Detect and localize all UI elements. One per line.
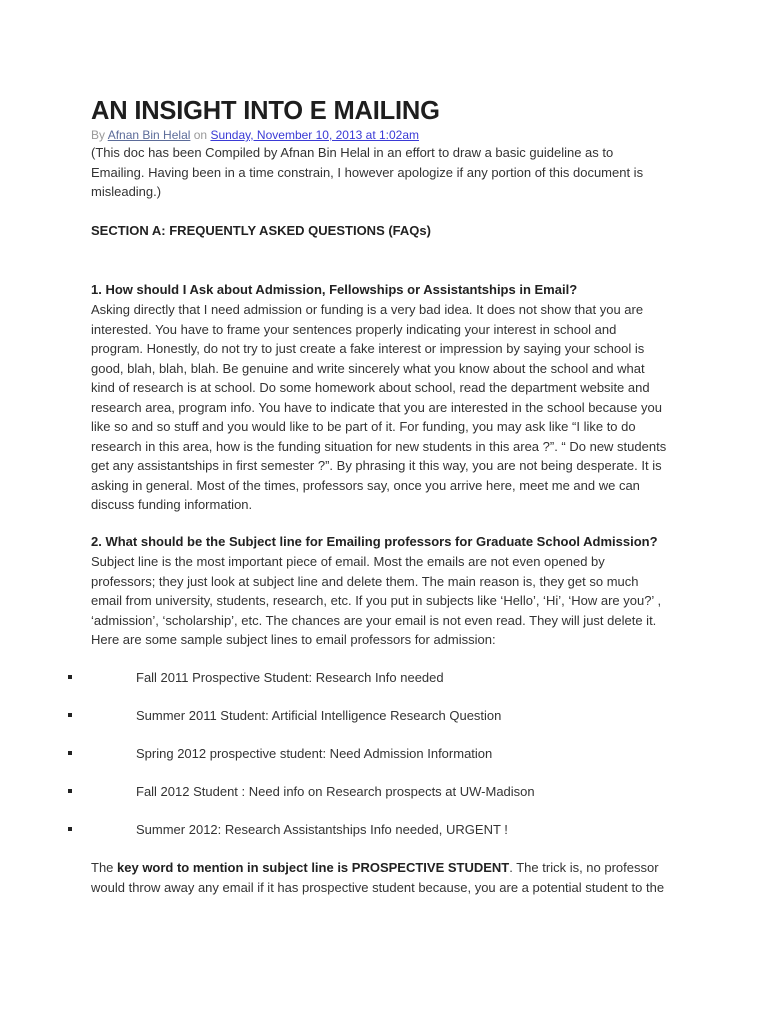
answer-line: asking in general. Most of the times, professors say, once you arrive here, meet me and we can — [91, 477, 640, 493]
answer-line: Here are some sample subject lines to email professors for admission: — [91, 632, 496, 647]
question-1-heading: 1. How should I Ask about Admission, Fellowships or Assistantships in Email? — [91, 282, 578, 297]
intro-paragraph — [91, 143, 643, 202]
answer-line: professors; they just look at subject line and delete them. The main reason is, they get so much — [91, 573, 639, 589]
answer-line: kind of research is at school. Do some homework about school, read the department website and — [91, 380, 650, 395]
keyword-line — [91, 858, 664, 878]
list-item-text: Spring 2012 prospective student: Need Admission Information — [136, 746, 493, 761]
answer-line: research in this area, how is the funding situation for new students in this area ?”. “ Do new students — [91, 438, 667, 454]
document-title: AN INSIGHT INTO E MAILING — [91, 97, 440, 125]
answer-line: Subject line is the most important piece of email. Most the emails are not even opened by — [91, 554, 605, 569]
answer-line: good, blah, blah, blah. Be genuine and write sincerely what you know about the school and what — [91, 360, 645, 376]
answer-line: Asking directly that I need admission or funding is a very bad idea. It does not show that you are — [91, 302, 644, 317]
author-link[interactable]: Afnan Bin Helal — [107, 128, 191, 142]
list-item-text: Fall 2011 Prospective Student: Research Info needed — [136, 670, 444, 685]
square-bullet-icon — [68, 751, 72, 755]
answer-line: interested. You have to frame your sentences properly indicating your interest in school and — [91, 321, 617, 337]
keyword-lead: The — [91, 860, 118, 875]
list-item-text: Fall 2012 Student : Need info on Research prospects at UW-Madison — [136, 784, 535, 799]
square-bullet-icon — [68, 675, 72, 679]
square-bullet-icon — [68, 827, 72, 831]
intro-line: (This doc has been Compiled by Afnan Bin Helal in an effort to draw a basic guideline as to — [91, 145, 614, 160]
answer-line: email from university, students, research, etc. If you put in subjects like ‘Hello’, ‘Hi’, ‘How are you?’ , — [91, 593, 662, 608]
keyword-emphasis: key word to mention in subject line is PROSPECTIVE STUDENT — [117, 860, 510, 875]
section-heading: SECTION A: FREQUENTLY ASKED QUESTIONS (FAQs) — [91, 223, 431, 238]
answer-line: get any assistantships in first semester ?”. By phrasing it this way, you are not being desperate. It is — [91, 458, 662, 473]
keyword-line-2: would throw away any email if it has prospective student because, you are a potential student to the — [91, 879, 665, 895]
byline — [91, 127, 419, 143]
answer-line: like so and so stuff and you would like to be part of it. For funding, you may ask like “I like to do — [91, 419, 636, 434]
byline-prefix: By — [91, 128, 106, 142]
square-bullet-icon — [68, 713, 72, 717]
list-item-text: Summer 2011 Student: Artificial Intelligence Research Question — [136, 708, 502, 723]
answer-line: research area, program info. You have to indicate that you are interested in the school because you — [91, 399, 662, 415]
question-1-answer — [91, 300, 666, 515]
byline-middle: on — [193, 128, 208, 142]
keyword-rest: . The trick is, no professor — [509, 860, 659, 875]
answer-line: ‘admission’, ‘scholarship’, etc. The chances are your email is not even read. They will just delete it. — [91, 612, 657, 628]
answer-line: program. Honestly, do not try to just create a fake interest or impression by saying your school is — [91, 341, 645, 356]
answer-line: discuss funding information. — [91, 497, 253, 512]
keyword-paragraph — [91, 858, 664, 897]
list-item-text: Summer 2012: Research Assistantships Info needed, URGENT ! — [136, 822, 508, 837]
question-2-heading: 2. What should be the Subject line for Emailing professors for Graduate School Admission? — [91, 534, 658, 549]
intro-line: misleading.) — [91, 184, 162, 199]
date-link[interactable]: Sunday, November 10, 2013 at 1:02am — [210, 128, 420, 142]
square-bullet-icon — [68, 789, 72, 793]
intro-line: Emailing. Having been in a time constrain, I however apologize if any portion of this document is — [91, 164, 644, 180]
question-2-answer — [91, 552, 661, 650]
